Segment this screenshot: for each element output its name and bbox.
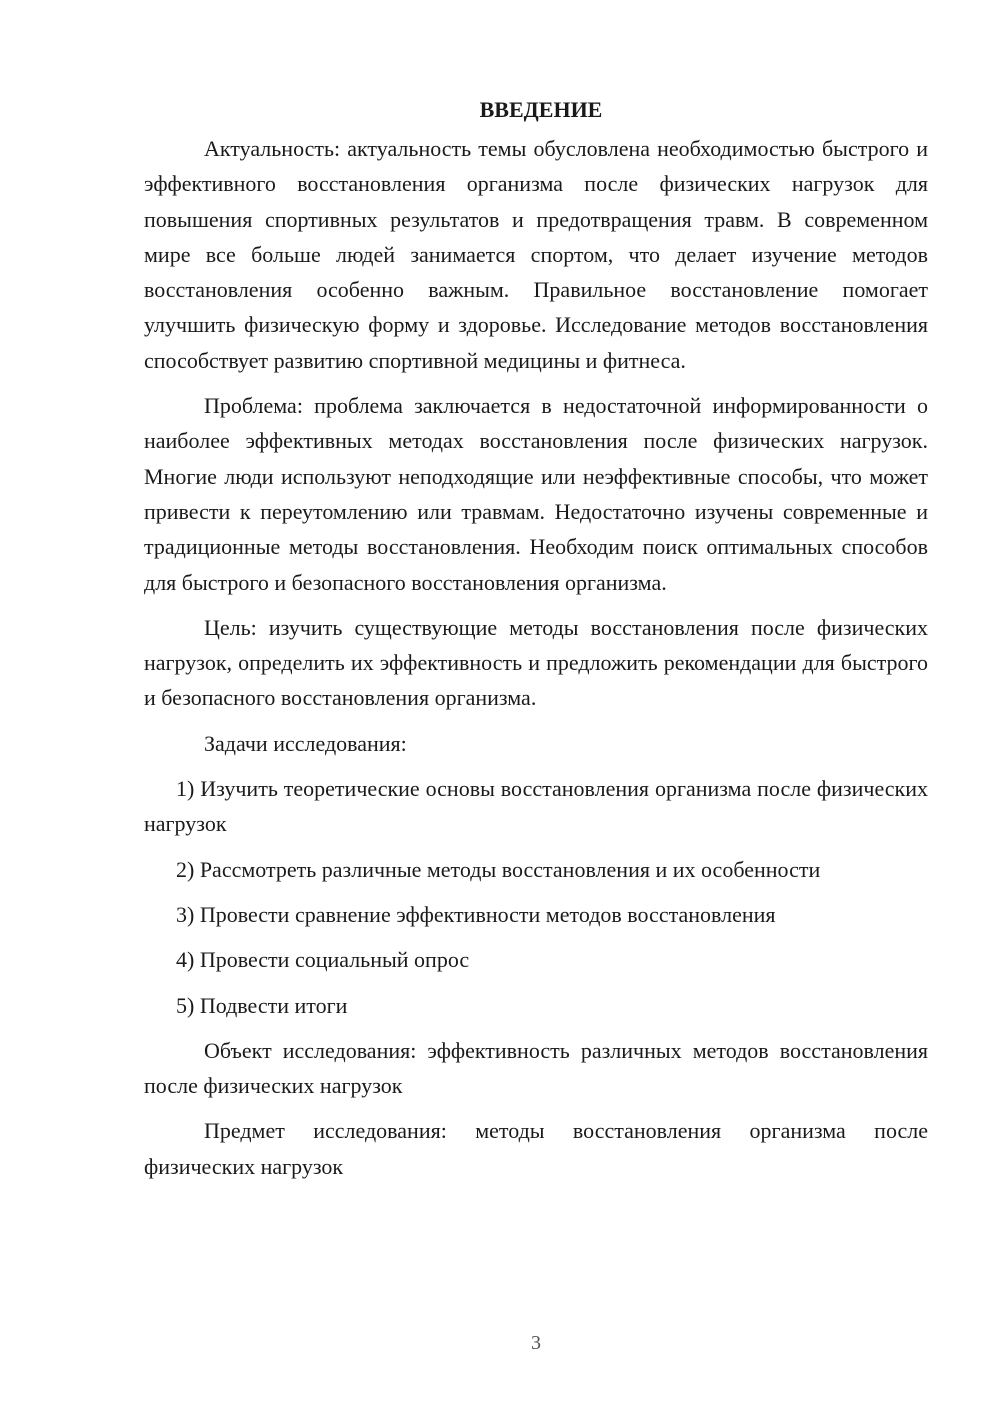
- tasks-list: [144, 771, 928, 1023]
- task-item-1: 1) Изучить теоретические основы восстановления организма после физических нагрузок: [144, 776, 928, 837]
- page-number: 3: [531, 1332, 541, 1354]
- problem-paragraph: Проблема: проблема заключается в недостаточной информированности о наиболее эффективных методах восстановления после физических нагрузок. Многие люди используют неподходящие или неэффективные способы, что может привести к переутомлению или травмам. Недостаточно изучены современные и традиционные методы восстановления. Необходим поиск оптимальных способов для быстрого и безопасного восстановления организма.: [144, 393, 928, 595]
- task-item-5: 5) Подвести итоги: [176, 992, 348, 1018]
- task-item-2: 2) Рассмотреть различные методы восстановления и их особенности: [176, 856, 821, 882]
- object-paragraph: Объект исследования: эффективность различных методов восстановления после физических нагрузок: [144, 1037, 928, 1099]
- task-item-4: 4) Провести социальный опрос: [176, 947, 470, 973]
- tasks-heading: Задачи исследования:: [204, 730, 407, 756]
- task-item-3: 3) Провести сравнение эффективности методов восстановления: [176, 901, 776, 927]
- document-page: [144, 92, 928, 1194]
- subject-paragraph: Предмет исследования: методы восстановления организма после физических нагрузок: [144, 1118, 928, 1179]
- goal-paragraph: Цель: изучить существующие методы восстановления после физических нагрузок, определить их эффективность и предложить рекомендации для быстрого и безопасного восстановления организма.: [144, 614, 928, 711]
- page-title: ВВЕДЕНИЕ: [479, 97, 603, 122]
- relevance-paragraph: Актуальность: актуальность темы обусловлена необходимостью быстрого и эффективного восстановления организма после физических нагрузок для повышения спортивных результатов и предотвращения травм. В современном мире все больше людей занимается спортом, что делает изучение методов восстановления особенно важным. Правильное восстановление помогает улучшить физическую форму и здоровье. Исследование методов восстановления способствует развитию спортивной медицины и фитнеса.: [144, 136, 928, 373]
